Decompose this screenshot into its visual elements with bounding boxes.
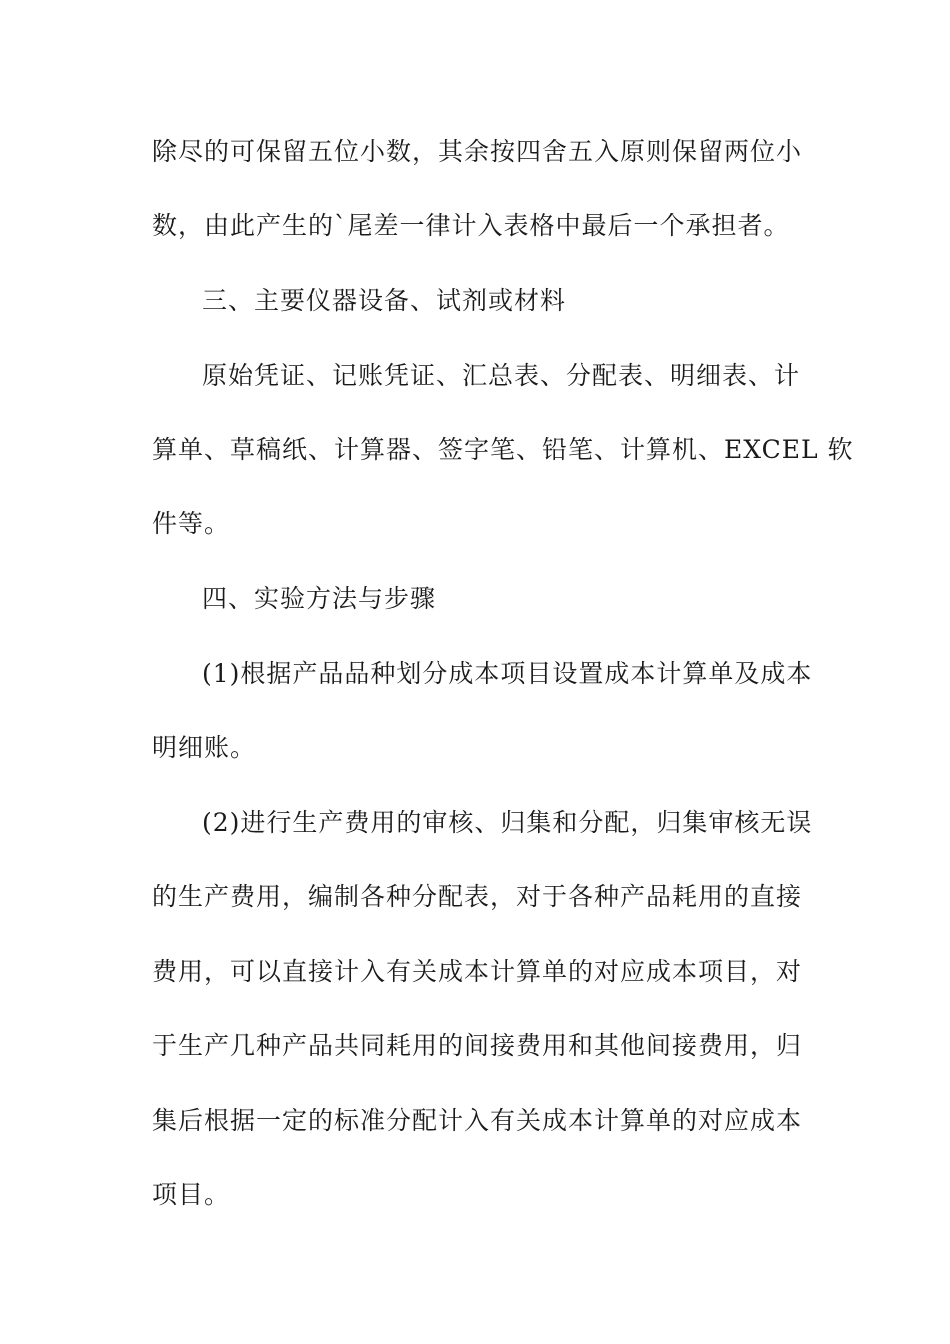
paragraph-line: 算单、草稿纸、计算器、签字笔、铅笔、计算机、EXCEL 软 xyxy=(152,435,854,464)
paragraph-line: (2)进行生产费用的审核、归集和分配，归集审核无误 xyxy=(202,808,813,837)
section-heading: 三、主要仪器设备、试剂或材料 xyxy=(202,286,567,315)
paragraph-line: 项目。 xyxy=(152,1180,231,1209)
paragraph-line: 明细账。 xyxy=(152,733,257,762)
paragraph-line: 集后根据一定的标准分配计入有关成本计算单的对应成本 xyxy=(152,1106,803,1135)
paragraph-line: 费用，可以直接计入有关成本计算单的对应成本项目，对 xyxy=(152,957,803,986)
paragraph-line: 数，由此产生的`尾差一律计入表格中最后一个承担者。 xyxy=(152,211,790,240)
paragraph-line: 于生产几种产品共同耗用的间接费用和其他间接费用，归 xyxy=(152,1031,803,1060)
paragraph-line: 原始凭证、记账凭证、汇总表、分配表、明细表、计 xyxy=(202,361,801,390)
section-heading: 四、实验方法与步骤 xyxy=(202,584,437,613)
paragraph-line: 除尽的可保留五位小数，其余按四舍五入原则保留两位小 xyxy=(152,137,803,166)
paragraph-line: 的生产费用，编制各种分配表，对于各种产品耗用的直接 xyxy=(152,882,803,911)
paragraph-line: (1)根据产品品种划分成本项目设置成本计算单及成本 xyxy=(202,659,813,688)
paragraph-line: 件等。 xyxy=(152,509,231,538)
